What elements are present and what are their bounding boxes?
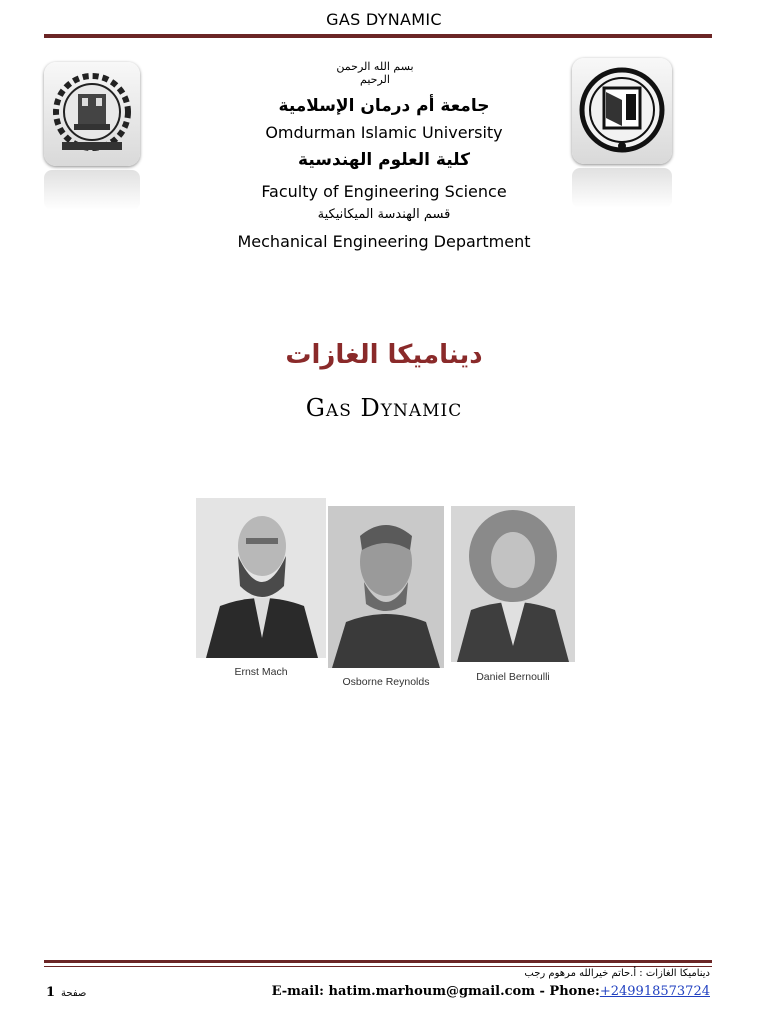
header-rule [44,34,712,38]
portrait-osborne-reynolds [328,506,444,668]
portrait-caption: Daniel Bernoulli [476,671,550,683]
portrait-daniel-bernoulli [451,506,575,662]
university-name-arabic: جامعة أم درمان الإسلامية [278,96,490,116]
page-number-value: 1 [46,985,56,1000]
faculty-name-arabic: كلية العلوم الهندسية [298,150,470,170]
document-title-english: Gas Dynamic [305,394,463,422]
footer-rule [44,960,712,963]
portrait-caption: Osborne Reynolds [342,676,430,688]
portrait-ernst-mach [196,498,326,658]
university-name-english: Omdurman Islamic University [265,123,503,142]
department-name-english: Mechanical Engineering Department [237,232,531,251]
footer-author-arabic: ديناميكا الغازات : أ.حاتم خيرالله مرهوم رجب [524,968,710,979]
document-title-arabic: ديناميكا الغازات [285,340,483,370]
page-number [46,985,86,1000]
footer-email: E-mail: hatim.marhoum@gmail.com - Phone: [271,984,600,999]
portrait-caption: Ernst Mach [234,666,288,678]
footer-contact [272,984,710,999]
phone-link[interactable]: +249918573724 [599,984,710,999]
department-name-arabic: قسم الهندسة الميكانيكية [317,207,451,222]
header-title: GAS DYNAMIC [326,10,442,29]
footer-rule-thin [44,966,712,967]
page-label: صفحة [61,988,87,999]
basmala-calligraphy: بسم الله الرحمن الرحيم [336,60,414,86]
faculty-name-english: Faculty of Engineering Science [261,182,507,201]
